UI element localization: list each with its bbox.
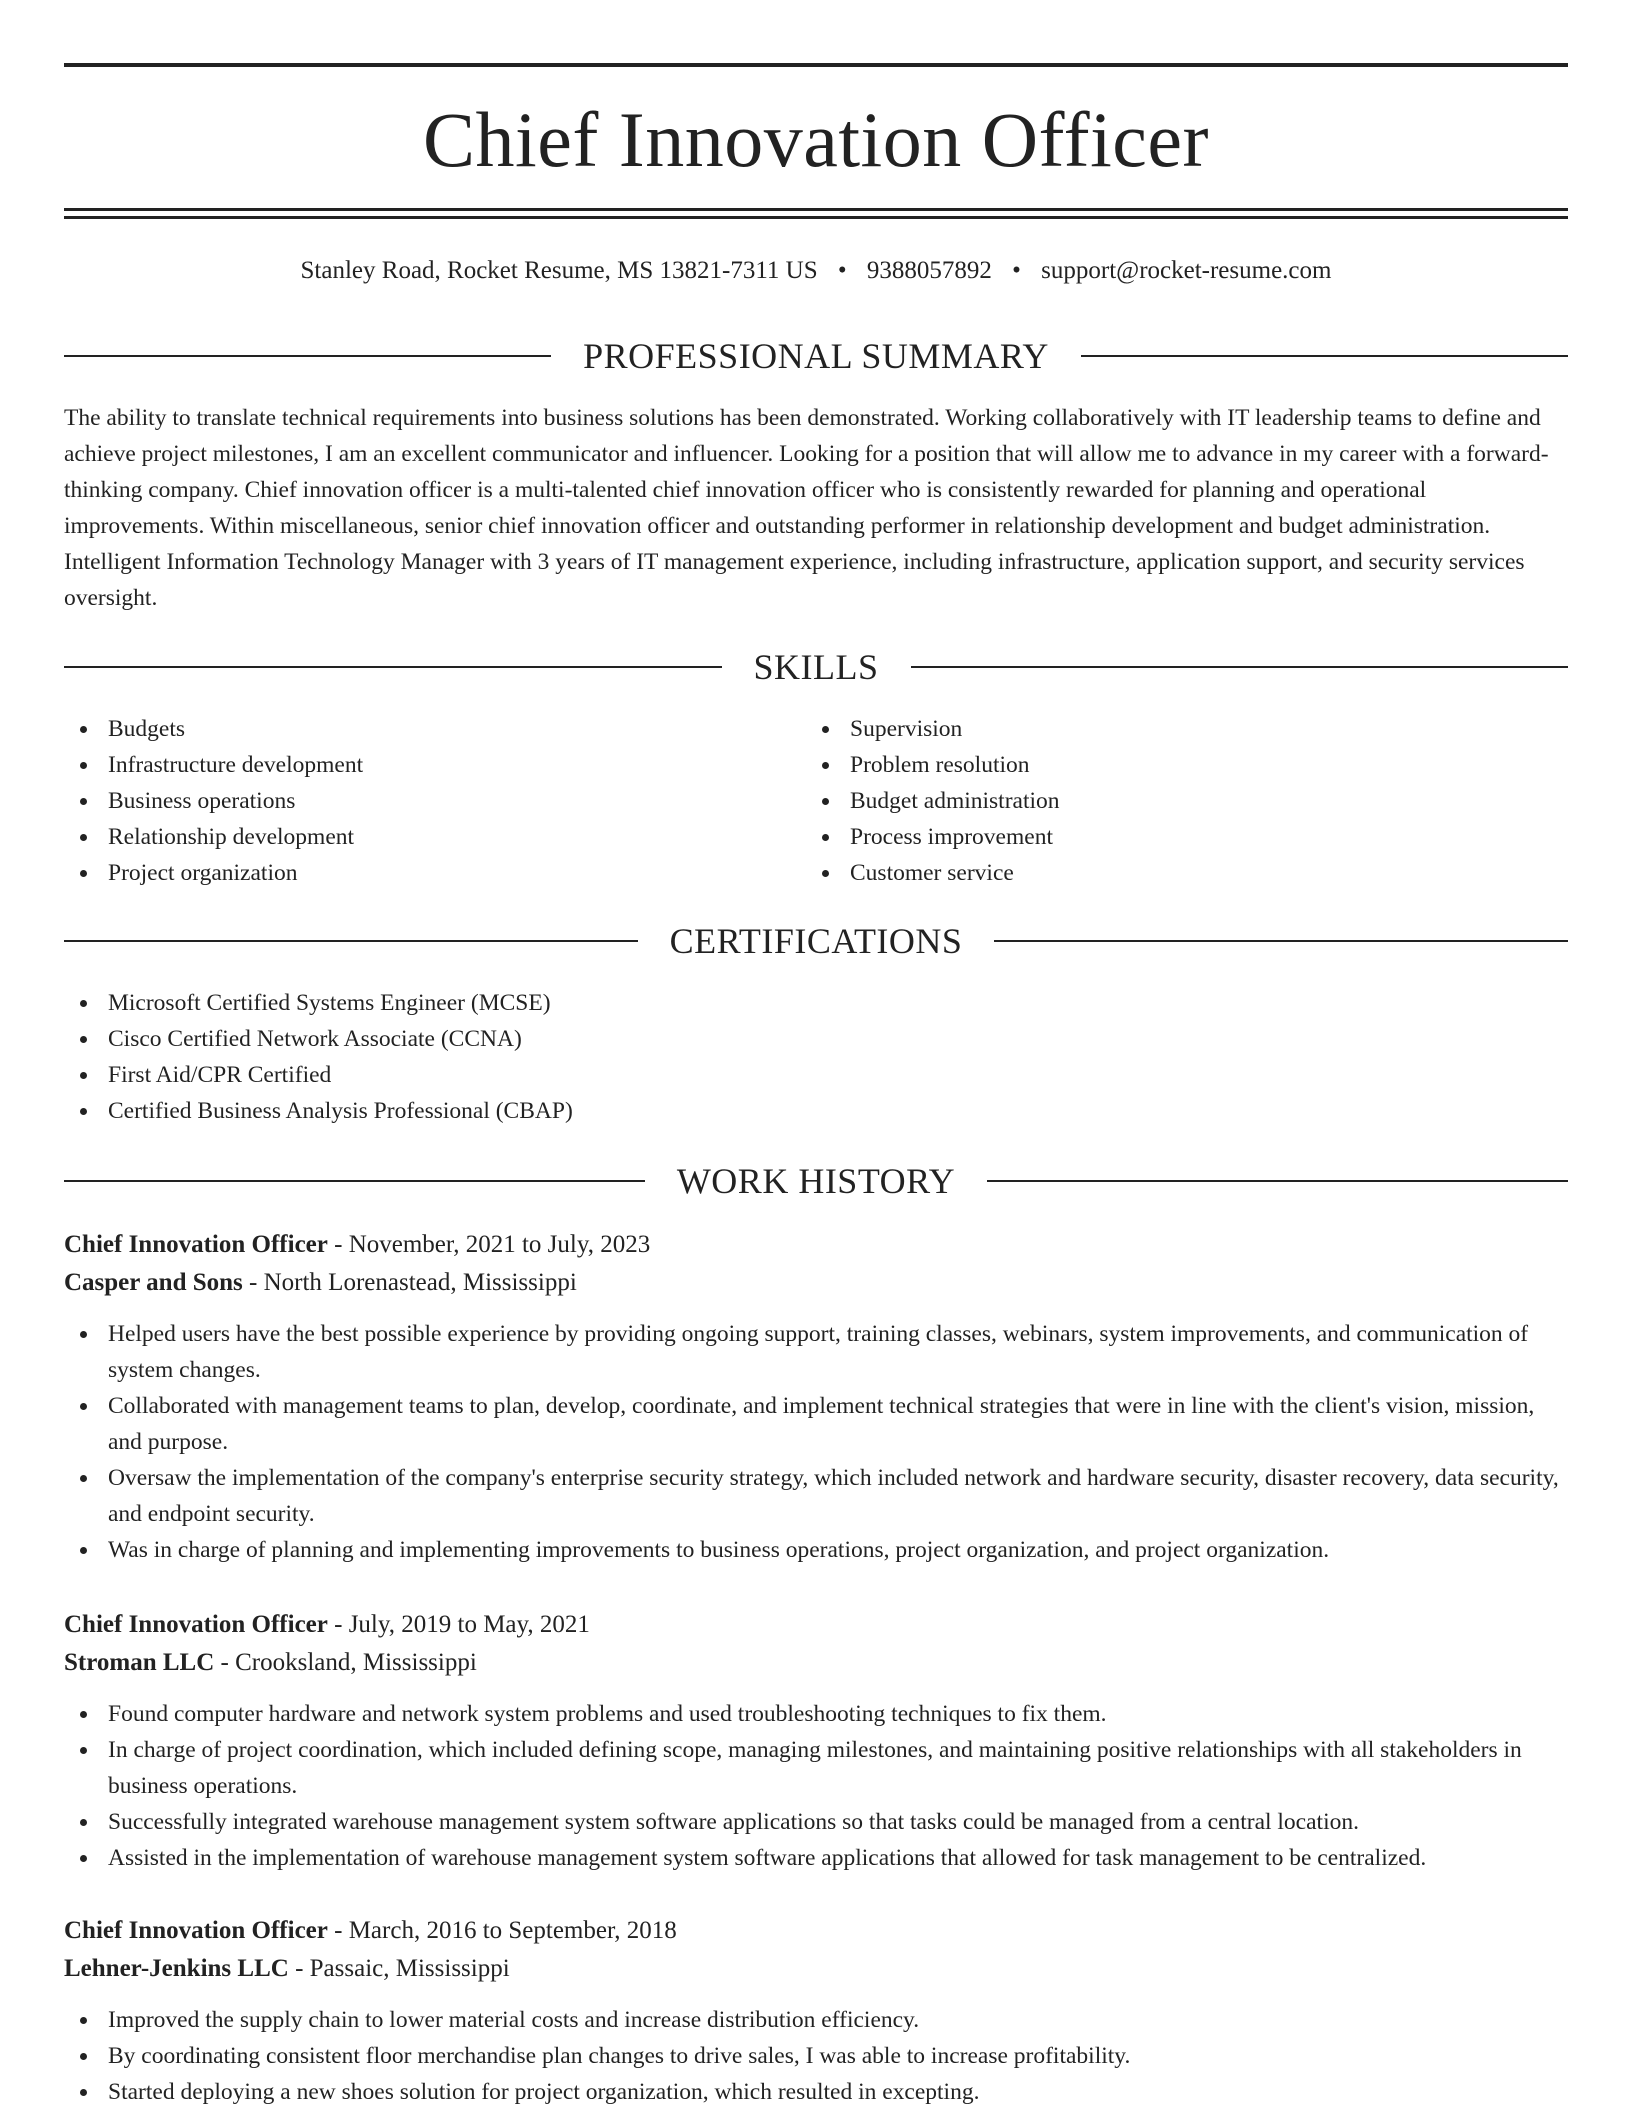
job-bullets xyxy=(64,2002,1568,2110)
certifications-block xyxy=(64,985,1568,1129)
section-rule-right xyxy=(987,1180,1568,1182)
section-rule-right xyxy=(994,940,1568,942)
job-bullet: Started deploying a new shoes solution for project organization, which resulted in excepting. xyxy=(64,2074,1568,2110)
skills-column-right xyxy=(806,711,1526,891)
section-rule-left xyxy=(64,355,551,357)
certification-item: Certified Business Analysis Professional (CBAP) xyxy=(64,1093,1568,1129)
job-title: Chief Innovation Officer xyxy=(64,1917,328,1944)
section-rule-left xyxy=(64,666,722,668)
certification-item: Cisco Certified Network Associate (CCNA) xyxy=(64,1021,1568,1057)
section-title-skills: SKILLS xyxy=(753,647,879,687)
skill-item: Budget administration xyxy=(806,783,1526,819)
contact-address: Stanley Road, Rocket Resume, MS 13821-7311 US xyxy=(300,257,818,284)
skill-item: Problem resolution xyxy=(806,747,1526,783)
section-title-summary: PROFESSIONAL SUMMARY xyxy=(583,336,1049,376)
job-title: Chief Innovation Officer xyxy=(64,1231,328,1258)
contact-separator: • xyxy=(837,257,847,284)
skill-item: Budgets xyxy=(64,711,784,747)
certification-item: First Aid/CPR Certified xyxy=(64,1057,1568,1093)
job-bullets xyxy=(64,1696,1568,1876)
skill-item: Relationship development xyxy=(64,819,784,855)
job-dates: - November, 2021 to July, 2023 xyxy=(327,1231,651,1258)
resume-name: Chief Innovation Officer xyxy=(423,96,1209,183)
job-company-line xyxy=(64,1950,1568,1988)
summary-text: The ability to translate technical requirements into business solutions has been demonstrated. Working collaboratively with IT leadership teams to define and achieve project milestones, I am an excellent communicator and influencer. Looking for a position that will allow me to advance in my career with a forward-thinking company. Chief innovation officer is a multi-talented chief innovation officer who is consistently rewarded for planning and operational improvements. Within miscellaneous, senior chief innovation officer and outstanding performer in relationship development and budget administration. Intelligent Information Technology Manager with 3 years of IT management experience, including infrastructure, application support, and security services oversight. xyxy=(64,405,1549,611)
skill-item: Project organization xyxy=(64,855,784,891)
section-rule-left xyxy=(64,1180,645,1182)
job-bullet: Was in charge of planning and implementing improvements to business operations, project organization, and project organization. xyxy=(64,1532,1568,1568)
contact-separator: • xyxy=(1012,257,1021,284)
job-location: - Crooksland, Mississippi xyxy=(214,1649,477,1676)
job-company-line xyxy=(64,1264,1568,1302)
job-bullet: Assisted in the implementation of warehouse management system software applications that allowed for task management to be centralized. xyxy=(64,1840,1568,1876)
skill-item: Customer service xyxy=(806,855,1526,891)
section-header-skills xyxy=(64,645,1568,689)
job-location: - Passaic, Mississippi xyxy=(288,1955,510,1982)
skill-item: Supervision xyxy=(806,711,1526,747)
section-rule-right xyxy=(911,666,1569,668)
section-title-certifications: CERTIFICATIONS xyxy=(669,921,963,961)
job-company: Lehner-Jenkins LLC xyxy=(64,1955,289,1982)
header-double-rule-upper xyxy=(64,208,1568,211)
job-bullet: Successfully integrated warehouse management system software applications so that tasks could be managed from a central location. xyxy=(64,1804,1568,1840)
job-company: Stroman LLC xyxy=(64,1649,215,1676)
skill-item: Infrastructure development xyxy=(64,747,784,783)
job-title-line xyxy=(64,1912,1568,1950)
job-company-line xyxy=(64,1644,1568,1682)
certification-item: Microsoft Certified Systems Engineer (MCSE) xyxy=(64,985,1568,1021)
section-header-work-history xyxy=(64,1159,1568,1203)
header-double-rule-lower xyxy=(64,216,1568,219)
section-title-work-history: WORK HISTORY xyxy=(676,1161,956,1201)
section-header-certifications xyxy=(64,919,1568,963)
job-bullet: Collaborated with management teams to plan, develop, coordinate, and implement technical strategies that were in line with the client's vision, mission, and purpose. xyxy=(64,1388,1568,1460)
job-dates: - July, 2019 to May, 2021 xyxy=(327,1611,590,1638)
skills-list-right xyxy=(806,711,1526,891)
job-bullet: Oversaw the implementation of the company's enterprise security strategy, which included network and hardware security, disaster recovery, data security, and endpoint security. xyxy=(64,1460,1568,1532)
header-top-rule xyxy=(64,63,1568,67)
job-entry xyxy=(64,1226,1568,1568)
certifications-list xyxy=(64,985,1568,1129)
job-bullet: Improved the supply chain to lower material costs and increase distribution efficiency. xyxy=(64,2002,1568,2038)
skills-list-left xyxy=(64,711,784,891)
section-rule-right xyxy=(1081,355,1568,357)
job-entry xyxy=(64,1606,1568,1876)
job-title: Chief Innovation Officer xyxy=(64,1611,328,1638)
section-rule-left xyxy=(64,940,638,942)
job-dates: - March, 2016 to September, 2018 xyxy=(327,1917,677,1944)
job-title-line xyxy=(64,1226,1568,1264)
skills-column-left xyxy=(64,711,784,891)
skill-item: Process improvement xyxy=(806,819,1526,855)
job-bullet: Found computer hardware and network system problems and used troubleshooting techniques to fix them. xyxy=(64,1696,1568,1732)
contact-phone: 9388057892 xyxy=(866,257,992,284)
job-bullet: In charge of project coordination, which included defining scope, managing milestones, and maintaining positive relationships with all stakeholders in business operations. xyxy=(64,1732,1568,1804)
job-bullet: Helped users have the best possible experience by providing ongoing support, training classes, webinars, system improvements, and communication of system changes. xyxy=(64,1316,1568,1388)
section-header-summary xyxy=(64,334,1568,378)
job-title-line xyxy=(64,1606,1568,1644)
contact-line xyxy=(64,254,1568,288)
job-company: Casper and Sons xyxy=(64,1269,243,1296)
skill-item: Business operations xyxy=(64,783,784,819)
contact-email: support@rocket-resume.com xyxy=(1041,257,1332,284)
job-location: - North Lorenastead, Mississippi xyxy=(242,1269,577,1296)
job-bullets xyxy=(64,1316,1568,1568)
job-bullet: By coordinating consistent floor merchandise plan changes to drive sales, I was able to increase profitability. xyxy=(64,2038,1568,2074)
job-entry xyxy=(64,1912,1568,2110)
